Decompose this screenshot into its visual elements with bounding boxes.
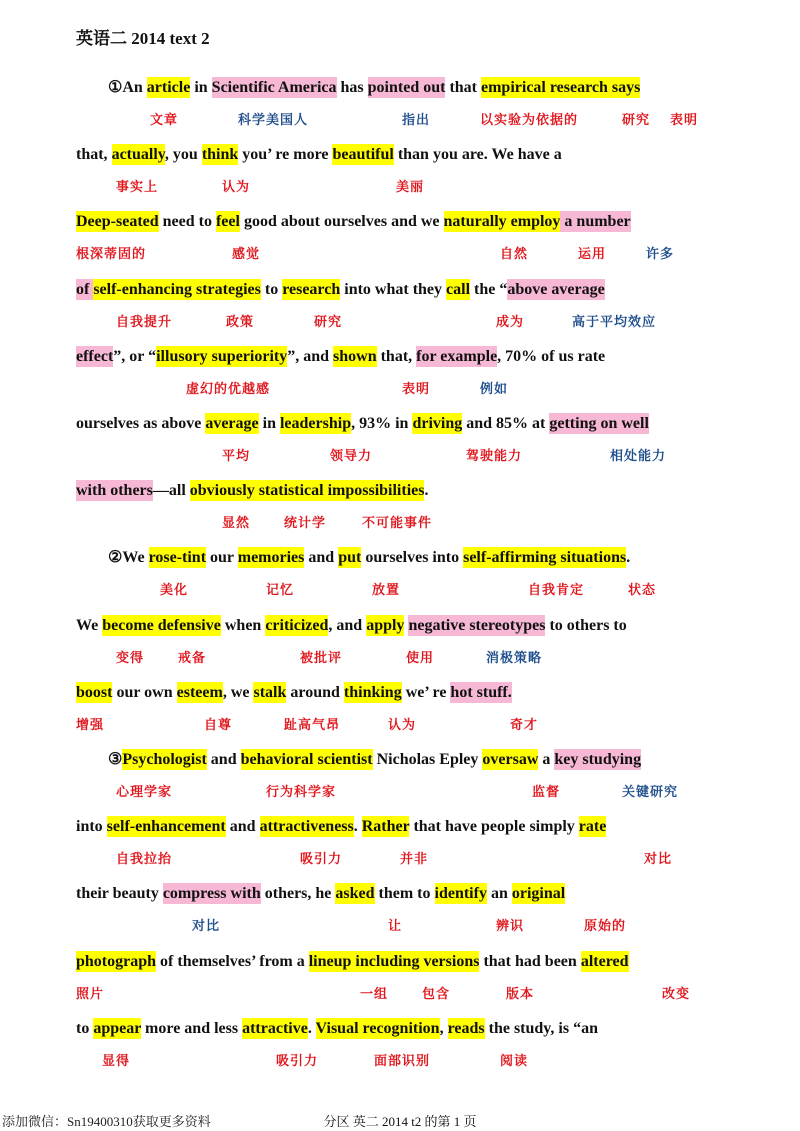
highlighted-phrase: actually bbox=[111, 146, 165, 164]
translation-annotation: 认为 bbox=[388, 717, 417, 733]
translation-annotation: 放置 bbox=[372, 583, 401, 599]
translation-annotation: 以实验为依据的 bbox=[480, 113, 579, 128]
highlighted-phrase: effect bbox=[76, 347, 114, 365]
translation-annotation: 表明 bbox=[670, 113, 699, 128]
highlighted-phrase: empirical research says bbox=[481, 79, 641, 96]
text-line bbox=[76, 815, 726, 839]
text-run: them to bbox=[374, 885, 435, 903]
translation-annotation: 事实上 bbox=[116, 180, 159, 196]
translation-annotation: 相处能力 bbox=[610, 449, 667, 464]
text-line bbox=[76, 278, 726, 302]
translation-annotation: 对比 bbox=[192, 919, 221, 935]
highlighted-phrase: lineup including versions bbox=[308, 952, 480, 970]
text-run: to bbox=[76, 1019, 94, 1037]
text-run: , bbox=[439, 1019, 448, 1037]
text-run: and bbox=[225, 818, 260, 836]
highlighted-phrase: reads bbox=[447, 1019, 485, 1037]
translation-annotation: 包含 bbox=[422, 986, 451, 1002]
text-line bbox=[76, 546, 726, 570]
highlighted-phrase: become defensive bbox=[102, 616, 221, 634]
translation-annotation: 面部识别 bbox=[374, 1053, 431, 1069]
text-line bbox=[76, 143, 726, 167]
text-run: and 85% at bbox=[462, 415, 550, 432]
translation-annotation: 奇才 bbox=[510, 717, 539, 733]
text-run: that had been bbox=[479, 952, 581, 970]
translation-annotation: 记忆 bbox=[266, 583, 295, 599]
translation-annotation: 不可能事件 bbox=[362, 516, 433, 532]
highlighted-phrase: put bbox=[338, 549, 362, 567]
highlighted-phrase: naturally employ bbox=[443, 213, 561, 231]
highlighted-phrase: self-enhancing strategies bbox=[93, 280, 261, 298]
text-run: that, bbox=[376, 347, 417, 365]
highlighted-phrase: average bbox=[205, 415, 259, 432]
highlighted-phrase: think bbox=[201, 146, 239, 164]
footer-contact-note: 添加微信：Sn19400310获取更多资料 bbox=[2, 1114, 211, 1129]
highlighted-phrase: thinking bbox=[343, 683, 402, 701]
text-run: Nicholas Epley bbox=[372, 751, 483, 768]
text-line bbox=[76, 614, 726, 638]
text-run: ①An bbox=[108, 79, 147, 96]
text-run: ourselves into bbox=[361, 549, 464, 567]
highlighted-phrase: for example bbox=[416, 347, 498, 365]
text-line bbox=[76, 479, 726, 503]
text-run: that, bbox=[76, 146, 112, 164]
highlighted-phrase: Rather bbox=[361, 818, 410, 836]
translation-annotation: 版本 bbox=[506, 986, 535, 1002]
translation-annotation: 研究 bbox=[314, 314, 343, 330]
highlighted-phrase: behavioral scientist bbox=[240, 751, 373, 768]
text-run: into bbox=[76, 818, 107, 836]
translation-annotation: 对比 bbox=[644, 852, 673, 868]
text-line bbox=[76, 681, 726, 705]
footer-page-label: 分区 英二 2014 t2 的第 1 页 bbox=[323, 1114, 477, 1129]
text-run: ②We bbox=[108, 549, 149, 567]
highlighted-phrase: attractiveness bbox=[259, 818, 354, 836]
text-run: and bbox=[206, 751, 241, 768]
highlighted-phrase: Visual recognition bbox=[315, 1019, 440, 1037]
translation-annotation: 指出 bbox=[402, 113, 431, 128]
highlighted-phrase: shown bbox=[333, 347, 377, 365]
highlighted-phrase: feel bbox=[215, 213, 240, 231]
translation-annotation: 平均 bbox=[222, 449, 251, 464]
text-run: into what they bbox=[340, 280, 447, 298]
highlighted-phrase: photograph bbox=[76, 952, 157, 970]
text-run: ”, or “ bbox=[113, 347, 157, 365]
translation-annotation: 领导力 bbox=[330, 449, 373, 464]
text-run: that bbox=[445, 79, 481, 96]
highlighted-phrase: call bbox=[446, 280, 471, 298]
highlighted-phrase: above average bbox=[507, 280, 605, 298]
highlighted-phrase: memories bbox=[237, 549, 305, 567]
highlighted-phrase: hot stuff. bbox=[450, 683, 512, 701]
page-title: 英语二 2014 text 2 bbox=[76, 29, 210, 48]
text-run: ”, and bbox=[287, 347, 334, 365]
translation-annotation: 驾驶能力 bbox=[466, 449, 523, 464]
highlighted-phrase: criticized bbox=[265, 616, 329, 634]
translation-annotation: 自我提升 bbox=[116, 314, 173, 330]
text-run: and bbox=[304, 549, 339, 567]
translation-annotation: 感觉 bbox=[232, 247, 261, 263]
highlighted-phrase: asked bbox=[335, 885, 375, 903]
translation-annotation: 科学美国人 bbox=[238, 113, 309, 128]
translation-annotation: 高于平均效应 bbox=[572, 314, 657, 330]
highlighted-phrase: with others bbox=[76, 482, 153, 500]
text-run: around bbox=[286, 683, 344, 701]
text-run: , you bbox=[164, 146, 202, 164]
translation-annotation: 监督 bbox=[532, 785, 561, 800]
text-line bbox=[76, 412, 726, 436]
highlighted-phrase: Psychologist bbox=[122, 751, 207, 768]
text-run: , and bbox=[328, 616, 367, 634]
highlighted-phrase: original bbox=[511, 885, 566, 903]
text-line bbox=[76, 748, 726, 772]
translation-annotation: 照片 bbox=[76, 986, 105, 1002]
text-run: their beauty bbox=[76, 885, 163, 903]
translation-annotation: 表明 bbox=[402, 381, 431, 397]
text-run: a bbox=[538, 751, 555, 768]
text-run: our bbox=[206, 549, 238, 567]
translation-annotation: 显得 bbox=[102, 1053, 131, 1069]
text-run: to bbox=[260, 280, 283, 298]
text-run: , 70% of us rate bbox=[497, 347, 606, 365]
highlighted-phrase: oversaw bbox=[482, 751, 539, 768]
translation-annotation: 例如 bbox=[480, 381, 509, 397]
translation-annotation: 趾高气昂 bbox=[284, 717, 341, 733]
text-run: an bbox=[486, 885, 512, 903]
translation-annotation: 被批评 bbox=[300, 650, 343, 666]
translation-annotation: 美丽 bbox=[396, 180, 425, 196]
highlighted-phrase: appear bbox=[93, 1019, 142, 1037]
text-line bbox=[76, 950, 726, 974]
translation-annotation: 显然 bbox=[222, 516, 251, 532]
translation-annotation: 使用 bbox=[406, 650, 435, 666]
translation-annotation: 原始的 bbox=[584, 919, 627, 935]
highlighted-phrase: illusory superiority bbox=[156, 347, 288, 365]
text-run: . bbox=[353, 818, 362, 836]
translation-annotation: 根深蒂固的 bbox=[76, 247, 147, 263]
translation-annotation: 认为 bbox=[222, 180, 251, 196]
text-run: We bbox=[76, 616, 103, 634]
text-line bbox=[76, 345, 726, 369]
translation-annotation: 美化 bbox=[160, 583, 189, 599]
text-line bbox=[76, 1017, 726, 1041]
text-run: we’ re bbox=[401, 683, 451, 701]
text-run: in bbox=[258, 415, 280, 432]
translation-annotation: 文章 bbox=[150, 113, 179, 128]
text-run: ourselves as above bbox=[76, 415, 206, 432]
highlighted-phrase: boost bbox=[76, 683, 113, 701]
highlighted-phrase: identify bbox=[434, 885, 487, 903]
translation-annotation: 辨识 bbox=[496, 919, 525, 935]
text-run: has bbox=[336, 79, 368, 96]
translation-annotation: 自然 bbox=[500, 247, 529, 263]
highlighted-phrase: obviously statistical impossibilities bbox=[189, 482, 425, 500]
text-line bbox=[76, 210, 726, 234]
highlighted-phrase: negative stereotypes bbox=[408, 616, 546, 634]
translation-annotation: 关键研究 bbox=[622, 785, 679, 800]
translation-annotation: 许多 bbox=[646, 247, 675, 263]
highlighted-phrase: altered bbox=[580, 952, 629, 970]
translation-annotation: 行为科学家 bbox=[266, 785, 337, 800]
translation-annotation: 自尊 bbox=[204, 717, 233, 733]
translation-annotation: 政策 bbox=[226, 314, 255, 330]
text-line bbox=[76, 882, 726, 906]
highlighted-phrase: of bbox=[76, 280, 94, 298]
text-run: of themselves’ from a bbox=[156, 952, 309, 970]
translation-annotation: 戒备 bbox=[178, 650, 207, 666]
text-run: the study, is “an bbox=[484, 1019, 598, 1037]
text-run: when bbox=[220, 616, 266, 634]
highlighted-phrase: article bbox=[146, 79, 191, 96]
highlighted-phrase: getting on well bbox=[549, 415, 649, 432]
translation-annotation: 并非 bbox=[400, 852, 429, 868]
text-run: others, he bbox=[260, 885, 336, 903]
highlighted-phrase: esteem bbox=[176, 683, 223, 701]
text-run: the “ bbox=[470, 280, 508, 298]
text-run: in bbox=[190, 79, 212, 96]
translation-annotation: 增强 bbox=[76, 717, 105, 733]
highlighted-phrase: self-enhancement bbox=[106, 818, 226, 836]
text-run: good about ourselves and we bbox=[239, 213, 444, 231]
highlighted-phrase: a number bbox=[560, 213, 631, 231]
text-run: ③ bbox=[108, 751, 123, 768]
highlighted-phrase: Scientific America bbox=[211, 79, 337, 96]
translation-annotation: 运用 bbox=[578, 247, 607, 263]
highlighted-phrase: compress with bbox=[162, 885, 261, 903]
translation-annotation: 让 bbox=[388, 919, 403, 935]
translation-annotation: 自我拉抬 bbox=[116, 852, 173, 868]
text-run: —all bbox=[152, 482, 190, 500]
highlighted-phrase: pointed out bbox=[367, 79, 446, 96]
text-run: than you are. We have a bbox=[393, 146, 562, 164]
highlighted-phrase: beautiful bbox=[332, 146, 394, 164]
text-run: you’ re more bbox=[238, 146, 333, 164]
text-line bbox=[76, 76, 726, 100]
text-run: , 93% in bbox=[351, 415, 413, 432]
highlighted-phrase: rate bbox=[578, 818, 607, 836]
translation-annotation: 改变 bbox=[662, 986, 691, 1002]
text-run: . bbox=[424, 482, 429, 500]
translation-annotation: 虚幻的优越感 bbox=[186, 381, 271, 397]
highlighted-phrase: driving bbox=[412, 415, 463, 432]
translation-annotation: 消极策略 bbox=[486, 650, 543, 666]
translation-annotation: 自我肯定 bbox=[528, 583, 585, 599]
translation-annotation: 成为 bbox=[496, 314, 525, 330]
translation-annotation: 吸引力 bbox=[276, 1053, 319, 1069]
highlighted-phrase: Deep-seated bbox=[76, 213, 159, 231]
text-run: . bbox=[626, 549, 631, 567]
highlighted-phrase: apply bbox=[366, 616, 405, 634]
text-run: more and less bbox=[141, 1019, 243, 1037]
translation-annotation: 阅读 bbox=[500, 1053, 529, 1069]
text-run: our own bbox=[112, 683, 177, 701]
translation-annotation: 统计学 bbox=[284, 516, 327, 532]
translation-annotation: 一组 bbox=[360, 986, 389, 1002]
translation-annotation: 心理学家 bbox=[116, 785, 173, 800]
highlighted-phrase: rose-tint bbox=[148, 549, 207, 567]
highlighted-phrase: attractive bbox=[242, 1019, 308, 1037]
translation-annotation: 变得 bbox=[116, 650, 145, 666]
text-run: to others to bbox=[545, 616, 627, 634]
text-run: need to bbox=[158, 213, 216, 231]
highlighted-phrase: key studying bbox=[554, 751, 642, 768]
translation-annotation: 研究 bbox=[622, 113, 651, 128]
text-run: that have people simply bbox=[409, 818, 579, 836]
text-run: , we bbox=[222, 683, 254, 701]
highlighted-phrase: self-affirming situations bbox=[463, 549, 627, 567]
highlighted-phrase: stalk bbox=[253, 683, 287, 701]
highlighted-phrase: leadership bbox=[279, 415, 352, 432]
translation-annotation: 吸引力 bbox=[300, 852, 343, 868]
translation-annotation: 状态 bbox=[628, 583, 657, 599]
text-run: . bbox=[307, 1019, 316, 1037]
highlighted-phrase: research bbox=[282, 280, 341, 298]
